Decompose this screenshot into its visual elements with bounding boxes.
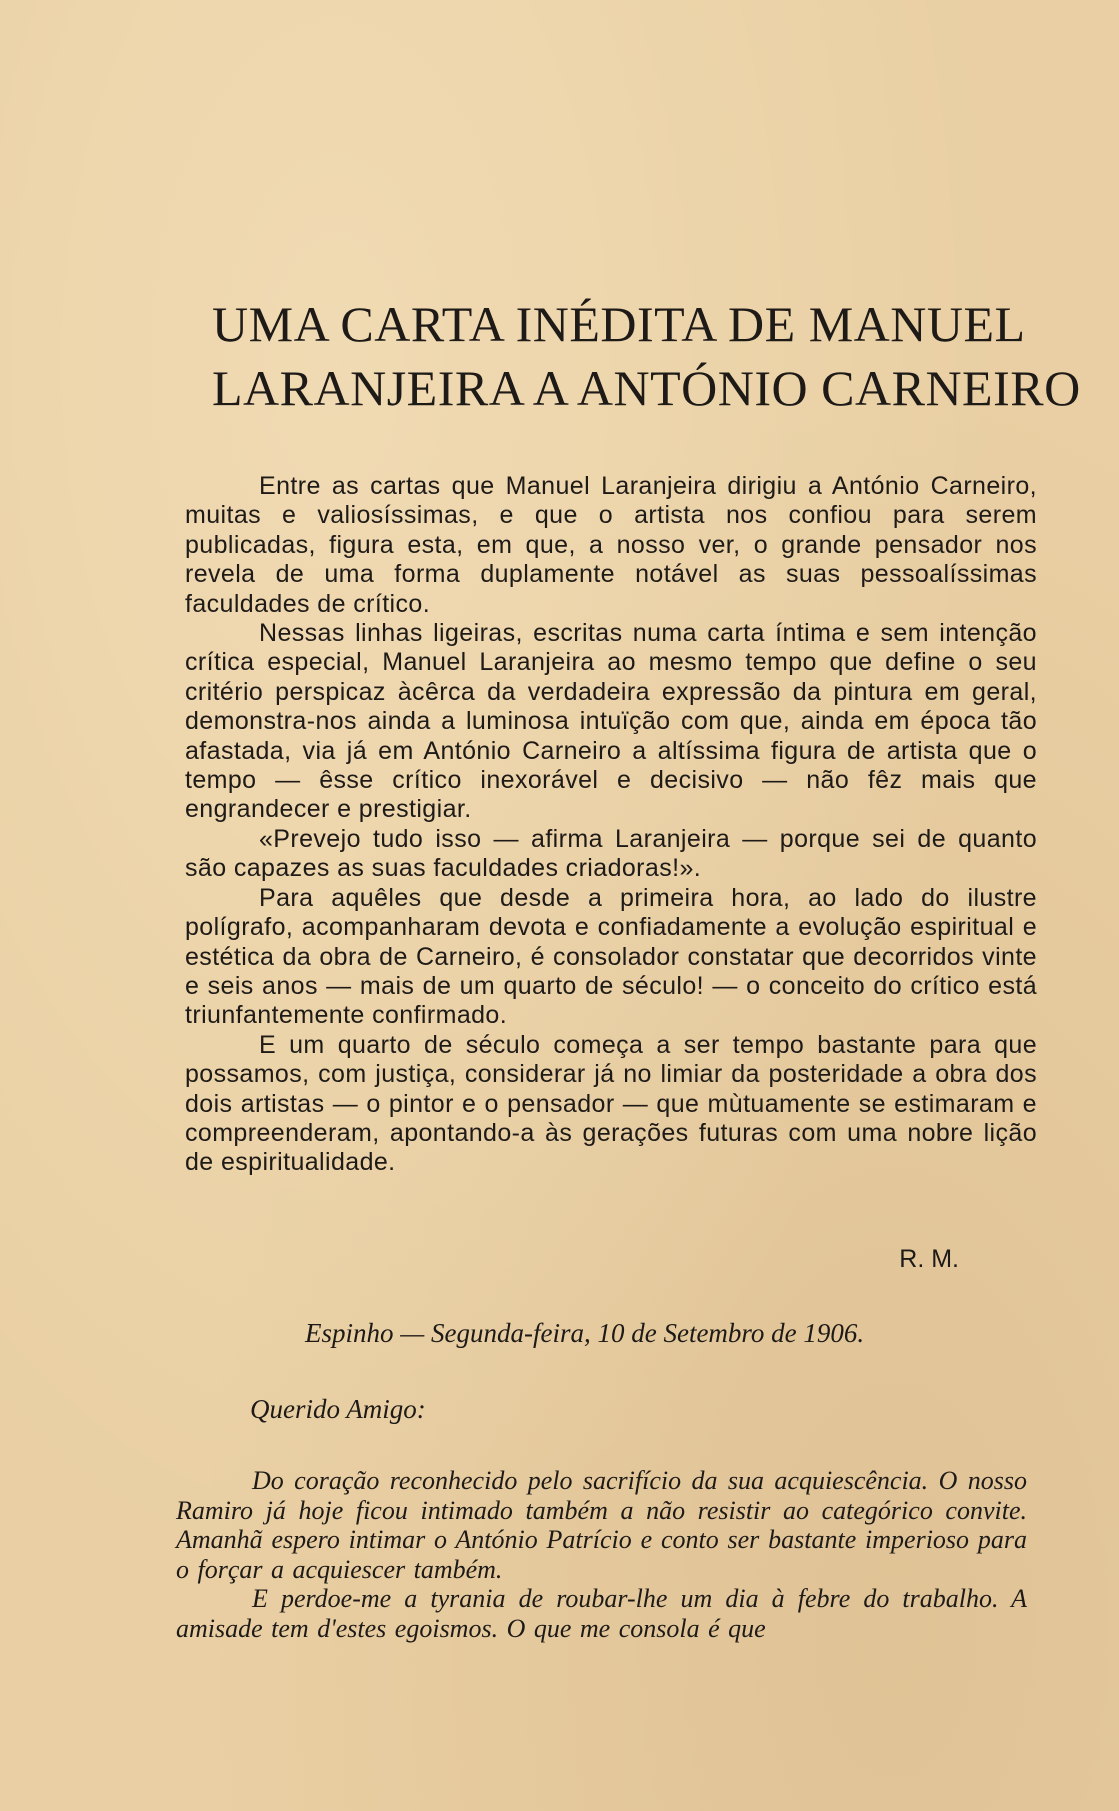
letter-salutation: Querido Amigo: [250, 1394, 426, 1424]
article-title [212, 292, 1081, 420]
letter-body [176, 1466, 1027, 1644]
intro-paragraph-1: Entre as cartas que Manuel Laranjeira dirigiu a António Carneiro, muitas e valiosíssimas, e que o artista nos confiou para serem publicadas, figura esta, em que, a nosso ver, o grande pensador nos revela de uma forma duplamente notável as suas pessoalíssimas faculdades de crítico. [185, 472, 1037, 618]
intro-paragraph-4: Para aquêles que desde a primeira hora, ao lado do ilustre polígrafo, acompanharam devota e confiadamente a evolução espiritual e estética da obra de Carneiro, é consolador constatar que decorridos vinte e seis anos — mais de um quarto de século! — o conceito do crítico está triunfantemente confirmado. [185, 883, 1037, 1030]
letter-paragraph-1: Do coração reconhecido pelo sacrifício da sua acquiescência. O nosso Ramiro já hoje ficou intimado também a não resistir ao categórico convite. Amanhã espero intimar o António Patrício e conto ser bastante imperioso para o forçar a acquiescer também. [176, 1466, 1027, 1584]
letter-paragraph-2: E perdoe-me a tyrania de roubar-lhe um dia à febre do trabalho. A amisade tem d'estes egoismos. O que me consola é que [176, 1584, 1027, 1643]
title-line-1: UMA CARTA INÉDITA DE MANUEL [212, 296, 1026, 352]
introduction [185, 472, 1037, 1178]
letter-dateline: Espinho — Segunda-feira, 10 de Setembro de 1906. [305, 1318, 865, 1348]
author-initials: R. M. [899, 1245, 959, 1273]
intro-paragraph-5: E um quarto de século começa a ser tempo bastante para que possamos, com justiça, considerar já no limiar da posteridade a obra dos dois artistas — o pintor e o pensador — que mùtuamente se estimaram e compreenderam, apontando-a às gerações futuras com uma nobre lição de espiritualidade. [185, 1030, 1037, 1177]
intro-paragraph-2: Nessas linhas ligeiras, escritas numa carta íntima e sem intenção crítica especial, Manuel Laranjeira ao mesmo tempo que define o seu critério perspicaz àcêrca da verdadeira expressão da pintura em geral, demonstra-nos ainda a luminosa intuïção com que, ainda em época tão afastada, via já em António Carneiro a altíssima figura de artista que o tempo — êsse crítico inexorável e decisivo — não fêz mais que engrandecer e prestigiar. [185, 619, 1037, 824]
intro-paragraph-3: «Prevejo tudo isso — afirma Laranjeira — porque sei de quanto são capazes as suas faculdades criadoras!». [185, 824, 1037, 883]
title-line-2: LARANJEIRA A ANTÓNIO CARNEIRO [212, 360, 1081, 416]
